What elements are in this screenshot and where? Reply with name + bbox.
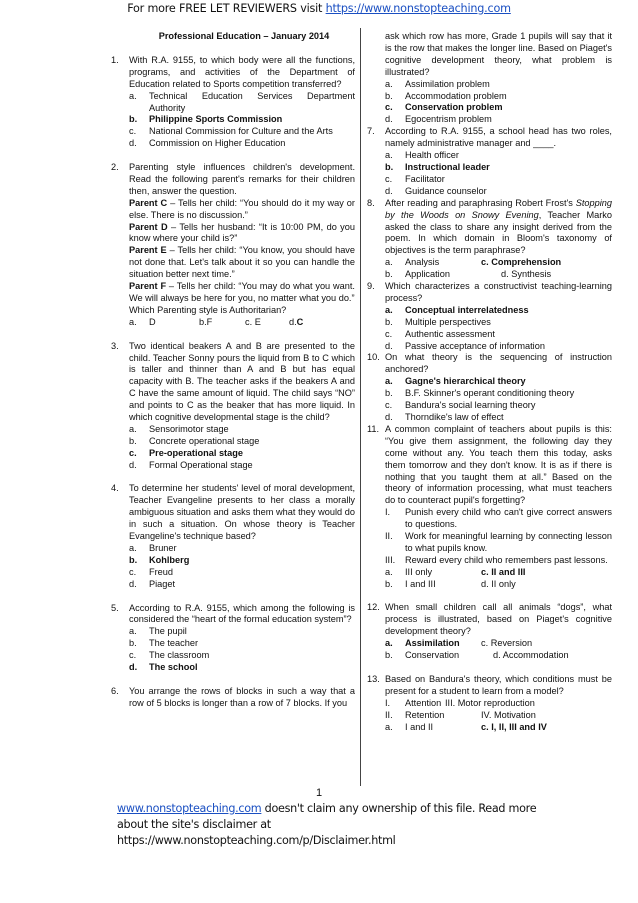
question-number: 7. bbox=[367, 126, 375, 137]
option-c: c. Facilitator bbox=[385, 173, 445, 184]
question-text: With R.A. 9155, to which body were all the functions, programs, and activities of the Department of Education related to Sports competition transferred? bbox=[129, 54, 355, 89]
option-d-answer: d. The school bbox=[129, 662, 198, 673]
question-11 bbox=[367, 424, 612, 591]
right-column bbox=[367, 31, 612, 733]
question-5 bbox=[111, 603, 355, 674]
option-d: d. Guidance counselor bbox=[385, 185, 487, 196]
footer-text: doesn't claim any ownership of this file. Read more about the site's disclaimer at https://www.nonstopteaching.com/p/Disclaimer.html bbox=[117, 802, 537, 847]
question-9 bbox=[367, 281, 612, 352]
exam-title: Professional Education – January 2014 bbox=[158, 31, 330, 41]
question-number: 4. bbox=[111, 483, 119, 494]
option-c-answer: c. I, II, III and IV bbox=[481, 721, 547, 732]
top-banner bbox=[0, 2, 638, 15]
options-row: a. D b.F c. E d. C bbox=[129, 316, 304, 327]
options-row: a. I and II c. I, II, III and IV bbox=[385, 721, 547, 732]
option-c-answer: c. Comprehension bbox=[481, 257, 562, 268]
question-number: 6. bbox=[111, 685, 119, 696]
option-b: b. Multiple perspectives bbox=[385, 316, 491, 327]
option-a-answer: a. Gagne's hierarchical theory bbox=[385, 376, 526, 387]
question-7 bbox=[367, 126, 612, 197]
question-text: Which characterizes a constructivist teaching-learning process? bbox=[385, 281, 612, 303]
options-row-1: a. III only c. II and III bbox=[385, 566, 526, 577]
option-a-answer: a. Assimilation bbox=[385, 638, 460, 649]
question-12 bbox=[367, 602, 612, 662]
option-b-answer: b. Kohlberg bbox=[129, 554, 190, 565]
question-number: 1. bbox=[111, 54, 119, 65]
conditions-row-1: I. Attention III. Motor reproduction bbox=[385, 697, 535, 708]
option-b-answer: b. Instructional leader bbox=[385, 161, 490, 172]
banner-link[interactable]: https://www.nonstopteaching.com bbox=[325, 2, 511, 15]
question-ask: Which Parenting style is Authoritarian? bbox=[129, 304, 287, 315]
answer-c: C bbox=[296, 316, 304, 327]
question-number: 9. bbox=[367, 281, 375, 292]
option-c: c. The classroom bbox=[129, 650, 210, 661]
options-row-2: b. I and III d. II only bbox=[385, 578, 516, 589]
question-text: According to R.A. 9155, a school head has two roles, namely administrative manager and ____. bbox=[385, 126, 612, 149]
question-number: 3. bbox=[111, 340, 119, 351]
option-a: a. Bruner bbox=[129, 543, 177, 554]
option-d: d. Piaget bbox=[129, 578, 176, 589]
footer-link[interactable]: www.nonstopteaching.com bbox=[117, 802, 262, 815]
question-text: A common complaint of teachers about pupils is this: “You give them assignment, the following day they come without any. You teach them this today, asks them tomorrow and they don't know. It is as if there is nothing that you taught them at all.” Based on the theory of information processing, what must teachers do to counteract pupil's forgetting? bbox=[385, 423, 612, 506]
statement-ii: II. Work for meaningful learning by connecting lesson to what pupils know. bbox=[385, 531, 612, 553]
option-c: c. National Commission for Culture and the Arts bbox=[129, 126, 333, 137]
question-number: 5. bbox=[111, 602, 119, 613]
option-a: a. Technical Education Services Department Authority bbox=[129, 90, 355, 113]
banner-text: For more FREE LET REVIEWERS visit bbox=[127, 2, 326, 15]
parent-e-remark: Parent E – Tells her child: “You know, you should have not done that. Let's talk about it so you can handle the situation better next time.” bbox=[129, 245, 356, 280]
option-a: a. Assimilation problem bbox=[385, 78, 490, 89]
option-c: c. Authentic assessment bbox=[385, 328, 495, 339]
parent-f-remark: Parent F – Tells her child: “You may do what you want. We will always be here for you, no matter what you do.” bbox=[129, 281, 355, 304]
option-a: a. The pupil bbox=[129, 626, 187, 637]
option-c: c. Freud bbox=[129, 566, 174, 577]
question-text: On what theory is the sequencing of instruction anchored? bbox=[385, 352, 612, 375]
question-2 bbox=[111, 162, 355, 329]
question-10 bbox=[367, 352, 612, 423]
options-row-2: b. Application d. Synthesis bbox=[385, 269, 552, 280]
poem-title: Stopping by the Woods on Snowy Evening bbox=[385, 197, 612, 220]
question-text: Parenting style influences children's development. Read the following parent's remarks for their children then, answer the question. bbox=[129, 162, 355, 196]
option-a: a. Sensorimotor stage bbox=[129, 423, 229, 434]
option-a: a. Health officer bbox=[385, 150, 459, 161]
options-row-1: a. Analysis c. Comprehension bbox=[385, 257, 562, 268]
question-number: 10. bbox=[367, 352, 380, 363]
statement-iii: III. Reward every child who remembers past lessons. bbox=[385, 554, 608, 565]
question-6 bbox=[111, 686, 355, 710]
question-text: You arrange the rows of blocks in such a way that a row of 5 blocks is longer than a row of 7 blocks. If you bbox=[129, 685, 355, 708]
question-number: 2. bbox=[111, 162, 119, 173]
question-number: 12. bbox=[367, 602, 380, 613]
left-column bbox=[111, 31, 355, 710]
question-number: 8. bbox=[367, 197, 375, 208]
option-b-answer: b. Philippine Sports Commission bbox=[129, 114, 283, 125]
options-row-1: a. Assimilation c. Reversion bbox=[385, 638, 533, 649]
option-c-answer: c. Pre-operational stage bbox=[129, 447, 243, 458]
question-number: 13. bbox=[367, 673, 380, 684]
page-number: 1 bbox=[315, 787, 323, 799]
question-text: After reading and paraphrasing Robert Frost's Stopping by the Woods on Snowy Evening, Teacher Marko asked the class to share any insight derived from the poem. In which domain in Bloom's taxonomy of objectives is the term paraphrase? bbox=[385, 197, 612, 256]
option-c-answer: c. Conservation problem bbox=[385, 102, 503, 113]
question-text: ask which row has more, Grade 1 pupils will say that it is the row that makes the longer line. Based on Piaget's cognitive development theory, what problem is illustrated? bbox=[385, 31, 612, 77]
option-b: b. The teacher bbox=[129, 638, 199, 649]
question-text: Two identical beakers A and B are presented to the child. Teacher Sonny pours the liquid from B to C which is taller and thinner than A and B but has equal capacity with B. The teacher asks if the beakers A and C have the same amount of liquid. The child says “NO” and points to C as the beaker that has more liquid. In which cognitive developmental stage is the child? bbox=[129, 340, 355, 423]
option-d: d. Commission on Higher Education bbox=[129, 138, 286, 149]
parent-d-remark: Parent D – Tells her husband: “It is 10:00 PM, do you know where your child is?” bbox=[129, 221, 355, 244]
question-text: When small children call all animals “dogs”, what process is illustrated, based on Piaget's cognitive development theory? bbox=[385, 602, 612, 637]
question-6-continued bbox=[367, 31, 612, 126]
question-text: According to R.A. 9155, which among the following is considered the “heart of the formal education system”? bbox=[129, 602, 355, 625]
options-row-2: b. Conservation d. Accommodation bbox=[385, 650, 569, 661]
option-d: d. Egocentrism problem bbox=[385, 114, 492, 125]
option-d: d. Formal Operational stage bbox=[129, 459, 253, 470]
option-c-answer: c. II and III bbox=[481, 566, 526, 577]
conditions-row-2: II. Retention IV. Motivation bbox=[385, 709, 536, 720]
statement-i: I. Punish every child who can't give correct answers to questions. bbox=[385, 507, 612, 530]
question-13 bbox=[367, 674, 612, 734]
question-text: Based on Bandura's theory, which conditions must be present for a student to learn from a model? bbox=[385, 673, 612, 696]
parent-c-remark: Parent C – Tells her child: “You should do it my way or else. There is no discussion.” bbox=[129, 197, 355, 220]
question-3 bbox=[111, 341, 355, 472]
option-b: b. Concrete operational stage bbox=[129, 435, 260, 446]
option-c: c. Bandura's social learning theory bbox=[385, 400, 536, 411]
column-divider bbox=[360, 28, 361, 786]
question-text: To determine her students' level of moral development, Teacher Evangeline presents to her class a morally ambiguous situation and asks them what they would do in such a situation. On whose theory is Teacher Evangeline's technique based? bbox=[129, 483, 355, 542]
question-number: 11. bbox=[367, 423, 380, 434]
footer-disclaimer bbox=[117, 801, 537, 849]
option-b: b. B.F. Skinner's operant conditioning theory bbox=[385, 388, 575, 399]
option-b: b. Accommodation problem bbox=[385, 90, 507, 101]
question-4 bbox=[111, 483, 355, 590]
option-d: d. Thorndike's law of effect bbox=[385, 412, 504, 422]
option-a-answer: a. Conceptual interrelatedness bbox=[385, 304, 529, 315]
question-1 bbox=[111, 55, 355, 150]
question-8 bbox=[367, 198, 612, 281]
option-d: d. Passive acceptance of information bbox=[385, 340, 545, 351]
